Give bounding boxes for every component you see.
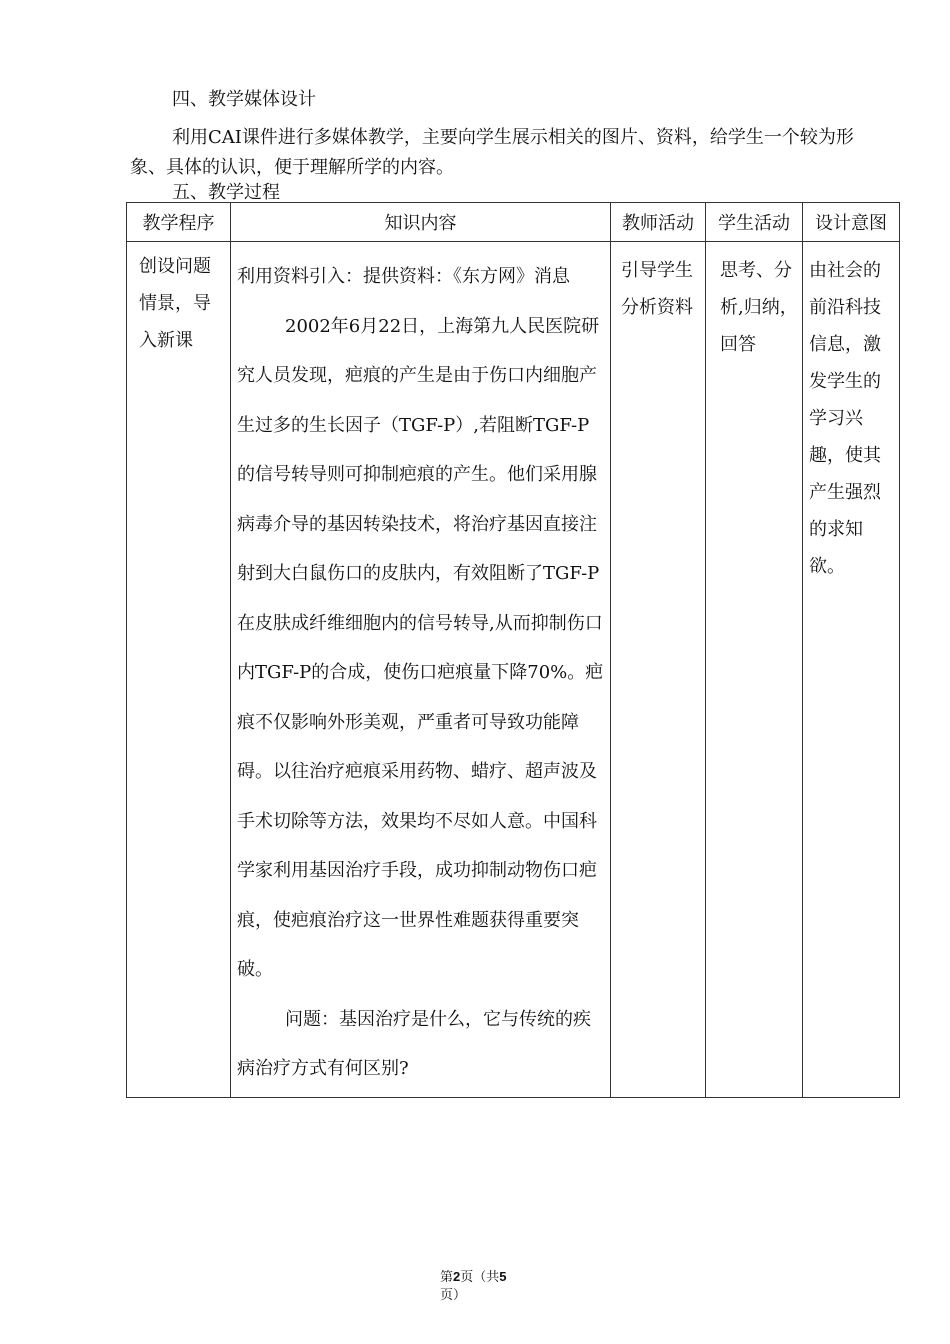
footer-prefix: 第 xyxy=(440,1270,454,1285)
teaching-process-table xyxy=(126,202,900,1098)
knowledge-cell xyxy=(231,242,611,1098)
header-knowledge: 知识内容 xyxy=(231,203,611,242)
knowledge-question: 问题：基因治疗是什么，它与传统的疾病治疗方式有何区别? xyxy=(237,1008,591,1079)
footer-page-number: 2 xyxy=(453,1269,461,1284)
footer-middle: 页（共 xyxy=(460,1270,500,1285)
table-header-row xyxy=(127,203,900,242)
page-footer xyxy=(440,1268,560,1305)
student-activity-cell: 思考、分析,归纳，回答 xyxy=(706,242,803,1098)
section4-paragraph xyxy=(130,123,875,183)
section5-heading: 五、教学过程 xyxy=(172,182,280,203)
header-teacher-activity: 教师活动 xyxy=(611,203,706,242)
header-student-activity: 学生活动 xyxy=(706,203,803,242)
footer-total-pages: 5 xyxy=(499,1269,507,1284)
footer-suffix: 页） xyxy=(440,1288,467,1303)
header-procedure: 教学程序 xyxy=(127,203,231,242)
knowledge-news: 2002年6月22日，上海第九人民医院研究人员发现，疤痕的产生是由于伤口内细胞产生过多的生长因子（TGF-P）,若阻断TGF-P的信号转导则可抑制疤痕的产生。他们采用腺病毒介导的基因转染技术，将治疗基因直接注射到大白鼠伤口的皮肤内，有效阻断了TGF-P在皮肤成纤维细胞内的信号转导,从而抑制伤口内TGF-P的合成，使伤口疤痕量下降70%。疤痕不仅影响外形美观，严重者可导致功能障碍。以往治疗疤痕采用药物、蜡疗、超声波及手术切除等方法，效果均不尽如人意。中国科学家利用基因治疗手段，成功抑制动物伤口疤痕，使疤痕治疗这一世界性难题获得重要突破。 xyxy=(237,315,604,980)
section4-heading: 四、教学媒体设计 xyxy=(172,89,316,110)
header-design-intent: 设计意图 xyxy=(803,203,900,242)
table-row xyxy=(127,242,900,1098)
teacher-activity-cell: 引导学生分析资料 xyxy=(611,242,706,1098)
procedure-cell: 创设问题情景，导入新课 xyxy=(127,242,231,1098)
design-intent-cell: 由社会的前沿科技信息，激发学生的学习兴趣，使其产生强烈的求知欲。 xyxy=(803,242,900,1098)
section4-paragraph-text: 利用CAI课件进行多媒体教学，主要向学生展示相关的图片、资料，给学生一个较为形象、具体的认识，便于理解所学的内容。 xyxy=(130,127,854,178)
knowledge-intro: 利用资料引入：提供资料：《东方网》消息 xyxy=(237,266,570,287)
